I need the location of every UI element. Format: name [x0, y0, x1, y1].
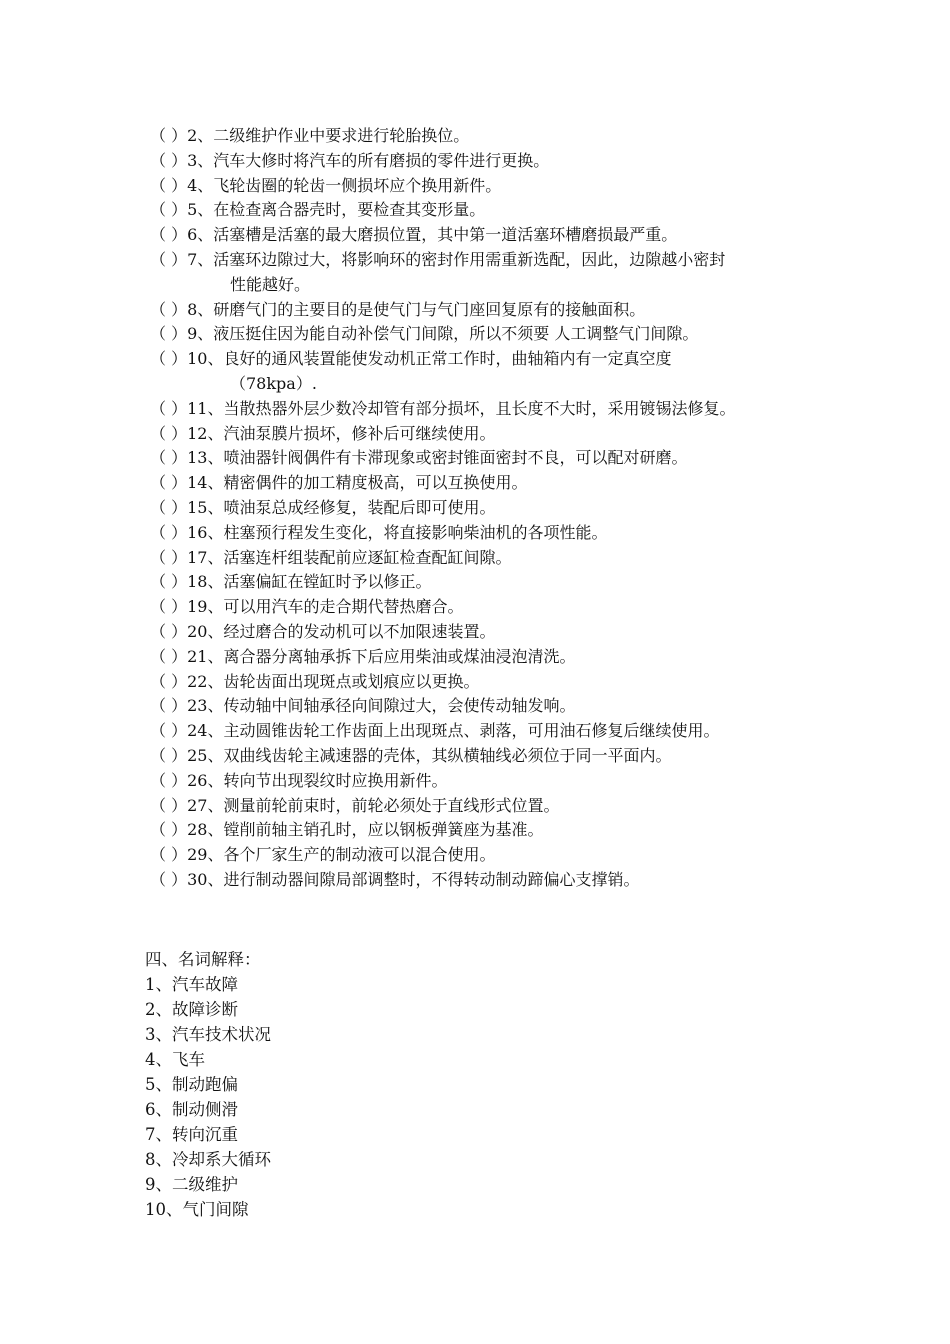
question-item: （ ）23、传动轴中间轴承径向间隙过大，会使传动轴发响。 [150, 696, 576, 716]
question-item: （ ）6、活塞槽是活塞的最大磨损位置，其中第一道活塞环槽磨损最严重。 [150, 225, 678, 245]
question-item: （ ）21、离合器分离轴承拆下后应用柴油或煤油浸泡清洗。 [150, 646, 576, 666]
question-item: （ ）25、双曲线齿轮主减速器的壳体，其纵横轴线必须位于同一平面内。 [150, 745, 672, 765]
question-item: （ ）7、活塞环边隙过大，将影响环的密封作用需重新选配，因此，边隙越小密封 [150, 249, 726, 269]
question-item: （ ）27、测量前轮前束时，前轮必须处于直线形式位置。 [150, 795, 560, 815]
definition-item: 3、汽车技术状况 [145, 1025, 271, 1044]
question-item: （ ）8、研磨气门的主要目的是使气门与气门座回复原有的接触面积。 [150, 299, 646, 319]
definition-item: 8、冷却系大循环 [145, 1150, 271, 1169]
question-item: （ ）15、喷油泵总成经修复，装配后即可使用。 [150, 497, 496, 517]
definition-item: 5、制动跑偏 [145, 1075, 238, 1094]
definitions-list [145, 972, 745, 1222]
question-item: （ ）22、齿轮齿面出现斑点或划痕应以更换。 [150, 671, 480, 691]
definition-item: 2、故障诊断 [145, 1000, 238, 1019]
question-item: （ ）5、在检查离合器壳时，要检查其变形量。 [150, 200, 486, 220]
section-heading: 四、名词解释： [145, 950, 261, 969]
question-item: （ ）4、飞轮齿圈的轮齿一侧损坏应个换用新件。 [150, 175, 502, 195]
question-item: （ ）13、喷油器针阀偶件有卡滞现象或密封锥面密封不良，可以配对研磨。 [150, 448, 688, 468]
question-item: （ ）20、经过磨合的发动机可以不加限速装置。 [150, 621, 496, 641]
question-item: （ ）17、活塞连杆组装配前应逐缸检查配缸间隙。 [150, 547, 512, 567]
question-item: （ ）14、精密偶件的加工精度极高，可以互换使用。 [150, 473, 528, 493]
definition-item: 10、气门间隙 [145, 1200, 249, 1219]
question-item: （ ）16、柱塞预行程发生变化，将直接影响柴油机的各项性能。 [150, 522, 608, 542]
question-item: （ ）2、二级维护作业中要求进行轮胎换位。 [150, 126, 470, 145]
definition-item: 7、转向沉重 [145, 1125, 238, 1144]
question-item: （ ）18、活塞偏缸在镗缸时予以修正。 [150, 572, 432, 592]
question-item: （ ）10、良好的通风装置能使发动机正常工作时，曲轴箱内有一定真空度 [150, 349, 672, 369]
question-item: （ ）24、主动圆锥齿轮工作齿面上出现斑点、剥落，可用油石修复后继续使用。 [150, 721, 720, 741]
question-item-continuation: （78kpa）. [230, 373, 317, 393]
question-item: （ ）11、当散热器外层少数冷却管有部分损坏，且长度不大时，采用镀锡法修复。 [150, 398, 736, 418]
question-item: （ ）30、进行制动器间隙局部调整时，不得转动制动蹄偏心支撑销。 [150, 869, 640, 889]
definitions-section [145, 947, 745, 1222]
question-item-continuation: 性能越好。 [230, 274, 311, 294]
true-false-question-list [150, 124, 830, 893]
question-item: （ ）12、汽油泵膜片损坏，修补后可继续使用。 [150, 423, 496, 443]
question-item: （ ）29、各个厂家生产的制动液可以混合使用。 [150, 845, 496, 865]
question-item: （ ）19、可以用汽车的走合期代替热磨合。 [150, 597, 464, 617]
definition-item: 1、汽车故障 [145, 975, 238, 994]
question-item: （ ）28、镗削前轴主销孔时，应以钢板弹簧座为基准。 [150, 820, 544, 840]
question-item: （ ）26、转向节出现裂纹时应换用新件。 [150, 770, 448, 790]
question-item: （ ）3、汽车大修时将汽车的所有磨损的零件进行更换。 [150, 150, 550, 170]
definition-item: 6、制动侧滑 [145, 1100, 238, 1119]
definition-item: 4、飞车 [145, 1050, 205, 1069]
question-item: （ ）9、液压挺住因为能自动补偿气门间隙，所以不须要 人工调整气门间隙。 [150, 324, 699, 344]
definition-item: 9、二级维护 [145, 1175, 238, 1194]
